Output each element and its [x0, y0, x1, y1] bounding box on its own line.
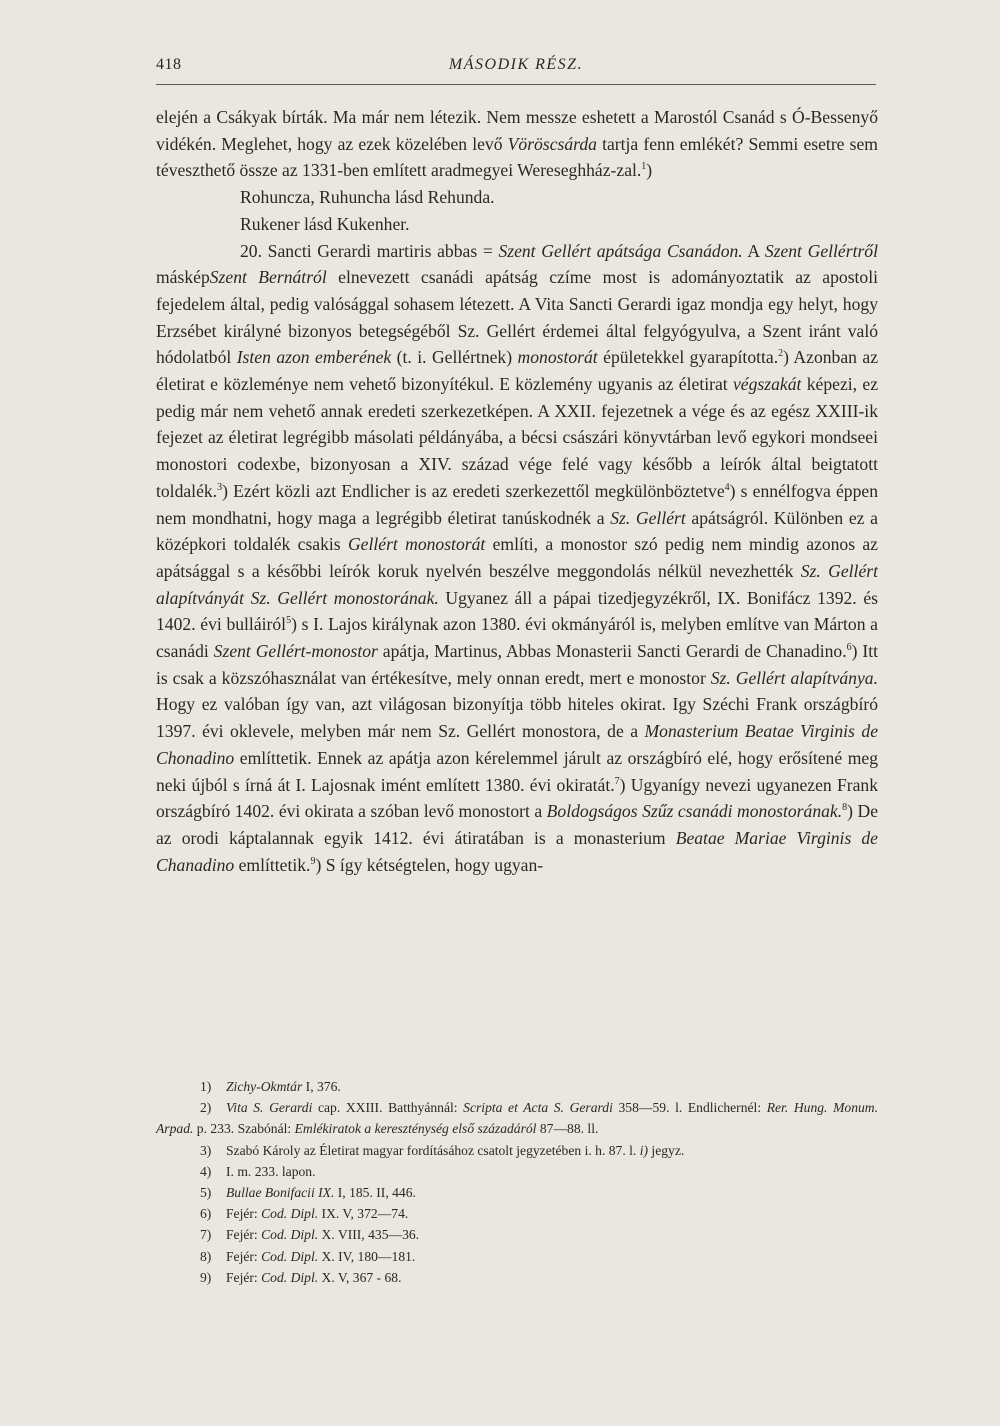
footnote-citation: Bullae Bonifacii IX.	[226, 1185, 335, 1201]
main-text	[156, 104, 878, 878]
running-title: MÁSODIK RÉSZ.	[448, 56, 584, 73]
footnote-text: I, 185. II, 446.	[334, 1185, 416, 1201]
footnote-citation: Cod. Dipl.	[261, 1206, 319, 1222]
footnote	[156, 1246, 878, 1267]
footnote-text: p. 233. Szabónál:	[193, 1121, 295, 1137]
footnotes	[156, 1076, 878, 1288]
footnote-citation: Vita S. Gerardi	[226, 1100, 313, 1116]
paragraph-continuation: elején a Csákyak bírták. Ma már nem létezik. Nem messze eshetett a Marostól Csanád s Ó-Bessenyő vidékén. Meglehet, hogy az ezek közelében levő Vöröscsárda tartja fenn emlékét? Semmi esetre sem téveszthető össze az 1331-ben említett aradmegyei Wereseghház-zal.$^1$)	[156, 107, 878, 181]
footnote-mark: 5)	[200, 1185, 212, 1201]
footnote-text: 358—59. l. Endlichernél:	[612, 1100, 767, 1116]
footnote-ref: 9	[310, 855, 316, 867]
footnote	[156, 1224, 878, 1245]
entry-sancti-gerardi: 20. Sancti Gerardi martiris abbas = Szent Gellért apátsága Csanádon. A Szent Gellértről másképSzent Bernátról elnevezett csanádi apátság czíme most is adományoztatik az apostoli fejedelem által, pedig valósággal sohasem létezett. A Vita Sancti Gerardi igaz mondja egy helyt, hogy Erzsébet királyné bizonyos betegségéből Sz. Gellért érdemei által felgyógyulva, a Szent iránt való hódolatból Isten azon emberének (t. i. Gellértnek) monostorát épületekkel gyarapította.$^2$) Azonban az életirat e közleménye nem vehető bizonyítékul. E közlemény ugyanis az életirat végszakát képezi, ez pedig már nem vehető annak eredeti szerkezetképen. A XXII. fejezetnek a vége és az egész XXIII-ik fejezet az életirat legrégibb másolati példányába, a bécsi császári könyvtárban levő egykori mondseei monostori codexbe, bizonyosan a XIV. század vége felé vagy később a leírók által beigtatott toldalék.$^3$) Ezért közli azt Endlicher is az eredeti szerkezettől megkülönböztetve$^4$) s ennélfogva éppen nem mondhatni, hogy maga a legrégibb életirat tanúskodnék a Sz. Gellért apátságról. Különben ez a középkori toldalék csakis Gellért monostorát említi, a monostor szó pedig nem mindig azonos az apátsággal s a későbbi leírók koruk nyelvén beszélve meggondolás nélkül nevezhették Sz. Gellért alapítványát Sz. Gellért monostorának. Ugyanez áll a pápai tizedjegyzékről, IX. Bonifácz 1392. és 1402. évi bulláiról$^5$) s I. Lajos királynak azon 1380. évi okmányáról is, melyben említve van Márton a csanádi Szent Gellért-monostor apátja, Martinus, Abbas Monasterii Sancti Gerardi de Chanadino.$^6$) Itt is csak a közszóhasználat van értékesítve, mely onnan eredt, mert e monostor Sz. Gellért alapítványa. Hogy ez valóban így van, azt világosan bizonyítja több hiteles okirat. Igy Széchi Frank országbíró 1397. évi oklevele, melyben már nem Sz. Gellért monostora, de a Monasterium Beatae Virginis de Chonadino említtetik. Ennek az apátja azon kérelemmel járult az országbíró elé, hogy erősítené meg neki újból s írná át I. Lajosnak imént említett 1380. évi okiratát.$^7$) Ugyanígy nevezi ugyanezen Frank országbíró 1402. évi okirata a szóban levő monostort a Boldogságos Szűz csanádi monostorának.$^8$) De az orodi káptalannak egyik 1412. évi átiratában is a monasterium Beatae Mariae Virginis de Chanadino említtetik.$^9$) S így kétségtelen, hogy ugyan-	[156, 240, 879, 875]
footnote-ref: 8	[842, 802, 848, 814]
footnote-citation: Scripta et Acta S. Gerardi	[463, 1100, 613, 1116]
footnote-text: X. V, 367 - 68.	[318, 1269, 402, 1285]
footnote-mark: 7)	[200, 1227, 212, 1243]
footnote-ref: 1	[641, 161, 647, 173]
footnote-text: 87—88. ll.	[536, 1121, 599, 1137]
footnote-ref: 5	[286, 615, 292, 627]
footnote	[156, 1140, 878, 1161]
footnote-citation: Cod. Dipl.	[261, 1269, 319, 1285]
footnote-mark: 9)	[200, 1269, 212, 1285]
footnote-citation: Cod. Dipl.	[261, 1248, 319, 1264]
footnote-ref: 7	[614, 775, 620, 787]
footnote	[156, 1182, 878, 1203]
footnote-ref: 6	[846, 642, 852, 654]
page-number: 418	[156, 56, 182, 73]
footnote-citation: Cod. Dipl.	[261, 1227, 319, 1243]
footnote-text: Fejér:	[226, 1227, 262, 1243]
footnote	[156, 1267, 878, 1288]
footnote-text: Fejér:	[226, 1248, 262, 1264]
footnote-text: IX. V, 372—74.	[318, 1206, 409, 1222]
footnote-ref: 3	[217, 481, 223, 493]
footnote-text: X. IV, 180—181.	[318, 1248, 416, 1264]
footnote-mark: 2)	[200, 1100, 212, 1116]
footnote-mark: 8)	[200, 1248, 212, 1264]
page-header	[156, 56, 876, 82]
footnote	[156, 1161, 878, 1182]
footnote-citation: Emlékiratok a kereszténység első századáról	[294, 1121, 537, 1137]
entry-rukener: Rukener lásd Kukenher.	[240, 213, 410, 234]
footnote-citation: Zichy-Okmtár	[226, 1079, 303, 1094]
footnote-ref: 2	[778, 348, 784, 360]
header-rule	[156, 84, 876, 85]
footnote-text: Fejér:	[226, 1269, 262, 1285]
footnote-text: Szabó Károly az Életirat magyar fordításához csatolt jegyzetében i. h. 87. l.	[226, 1142, 640, 1158]
footnote-citation: i)	[639, 1142, 649, 1158]
footnote-text: cap. XXIII. Batthyánnál:	[312, 1100, 464, 1116]
footnote-text: I. m. 233. lapon.	[226, 1163, 316, 1179]
footnote-text: X. VIII, 435—36.	[318, 1227, 420, 1243]
entry-rohuncza: Rohuncza, Ruhuncha lásd Rehunda.	[240, 187, 495, 208]
footnote-text: jegyz.	[648, 1142, 685, 1158]
footnote	[156, 1097, 878, 1139]
footnote	[156, 1203, 878, 1224]
footnote-text: I, 376.	[302, 1079, 341, 1094]
footnote-text: Fejér:	[226, 1206, 262, 1222]
footnote-mark: 3)	[200, 1142, 212, 1158]
footnote-mark: 1)	[200, 1079, 212, 1094]
footnote-mark: 6)	[200, 1206, 212, 1222]
footnote-citation: Rer. Hung. Monum. Arpad.	[156, 1100, 878, 1137]
footnote-mark: 4)	[200, 1163, 212, 1179]
footnote-ref: 4	[724, 481, 730, 493]
footnote	[156, 1076, 878, 1097]
